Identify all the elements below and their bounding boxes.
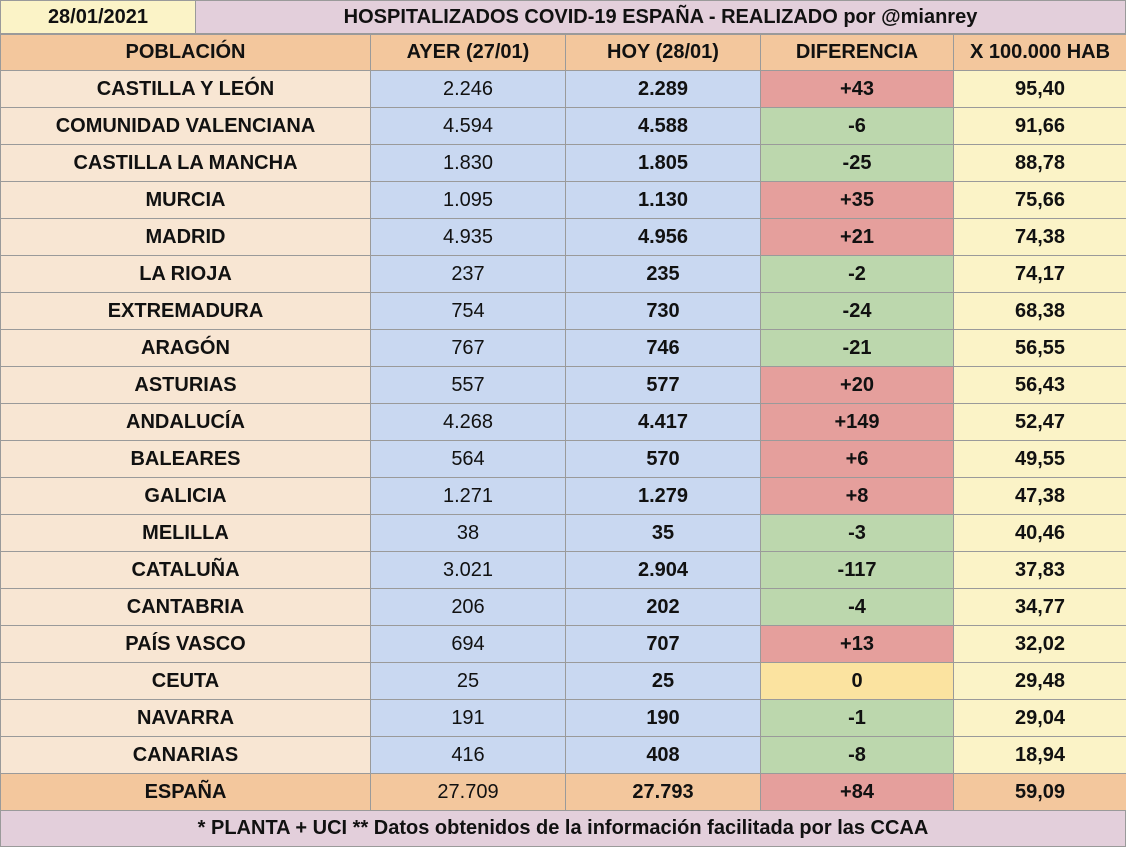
table-row (1, 515, 1126, 552)
hospitalizations-table (0, 34, 1126, 811)
rate-per-100k-cell: 29,04 (954, 700, 1126, 737)
rate-per-100k-cell: 75,66 (954, 182, 1126, 219)
difference-cell: +8 (761, 478, 954, 515)
difference-cell: -3 (761, 515, 954, 552)
region-name-cell: MELILLA (1, 515, 371, 552)
rate-per-100k-cell: 68,38 (954, 293, 1126, 330)
region-name-cell: CANTABRIA (1, 589, 371, 626)
today-value-cell: 746 (566, 330, 761, 367)
table-row (1, 626, 1126, 663)
region-name-cell: CASTILLA Y LEÓN (1, 71, 371, 108)
difference-cell: +13 (761, 626, 954, 663)
table-row (1, 108, 1126, 145)
column-header-hoy: HOY (28/01) (566, 35, 761, 71)
region-name-cell: LA RIOJA (1, 256, 371, 293)
table-row (1, 293, 1126, 330)
table-row (1, 478, 1126, 515)
difference-cell: +149 (761, 404, 954, 441)
difference-cell: -2 (761, 256, 954, 293)
yesterday-value-cell: 206 (371, 589, 566, 626)
table-row (1, 219, 1126, 256)
today-value-cell: 570 (566, 441, 761, 478)
yesterday-value-cell: 38 (371, 515, 566, 552)
yesterday-value-cell: 416 (371, 737, 566, 774)
region-name-cell: COMUNIDAD VALENCIANA (1, 108, 371, 145)
table-row (1, 256, 1126, 293)
rate-per-100k-cell: 95,40 (954, 71, 1126, 108)
yesterday-value-cell: 4.594 (371, 108, 566, 145)
yesterday-value-cell: 4.935 (371, 219, 566, 256)
date-cell: 28/01/2021 (0, 0, 196, 34)
table-row (1, 737, 1126, 774)
region-name-cell: NAVARRA (1, 700, 371, 737)
rate-per-100k-cell: 32,02 (954, 626, 1126, 663)
region-name-cell: MURCIA (1, 182, 371, 219)
rate-per-100k-cell: 91,66 (954, 108, 1126, 145)
region-name-cell: BALEARES (1, 441, 371, 478)
difference-cell: -8 (761, 737, 954, 774)
rate-per-100k-cell: 49,55 (954, 441, 1126, 478)
today-value-cell: 35 (566, 515, 761, 552)
today-value-cell: 27.793 (566, 774, 761, 811)
region-name-cell: EXTREMADURA (1, 293, 371, 330)
today-value-cell: 4.417 (566, 404, 761, 441)
rate-per-100k-cell: 88,78 (954, 145, 1126, 182)
today-value-cell: 4.588 (566, 108, 761, 145)
today-value-cell: 577 (566, 367, 761, 404)
region-name-cell: CEUTA (1, 663, 371, 700)
region-name-cell: PAÍS VASCO (1, 626, 371, 663)
difference-cell: +84 (761, 774, 954, 811)
yesterday-value-cell: 767 (371, 330, 566, 367)
yesterday-value-cell: 694 (371, 626, 566, 663)
today-value-cell: 235 (566, 256, 761, 293)
rate-per-100k-cell: 40,46 (954, 515, 1126, 552)
rate-per-100k-cell: 59,09 (954, 774, 1126, 811)
today-value-cell: 2.289 (566, 71, 761, 108)
today-value-cell: 408 (566, 737, 761, 774)
table-row (1, 663, 1126, 700)
rate-per-100k-cell: 29,48 (954, 663, 1126, 700)
yesterday-value-cell: 3.021 (371, 552, 566, 589)
difference-cell: +6 (761, 441, 954, 478)
yesterday-value-cell: 191 (371, 700, 566, 737)
table-row (1, 182, 1126, 219)
table-row (1, 330, 1126, 367)
difference-cell: -25 (761, 145, 954, 182)
yesterday-value-cell: 27.709 (371, 774, 566, 811)
today-value-cell: 202 (566, 589, 761, 626)
difference-cell: +20 (761, 367, 954, 404)
today-value-cell: 4.956 (566, 219, 761, 256)
rate-per-100k-cell: 34,77 (954, 589, 1126, 626)
title-cell: HOSPITALIZADOS COVID-19 ESPAÑA - REALIZADO por @mianrey (196, 0, 1126, 34)
rate-per-100k-cell: 74,17 (954, 256, 1126, 293)
rate-per-100k-cell: 37,83 (954, 552, 1126, 589)
difference-cell: -24 (761, 293, 954, 330)
yesterday-value-cell: 237 (371, 256, 566, 293)
table-row (1, 367, 1126, 404)
yesterday-value-cell: 4.268 (371, 404, 566, 441)
table-row (1, 71, 1126, 108)
difference-cell: +35 (761, 182, 954, 219)
rate-per-100k-cell: 56,43 (954, 367, 1126, 404)
region-name-cell: GALICIA (1, 478, 371, 515)
table-body (1, 71, 1126, 811)
yesterday-value-cell: 1.271 (371, 478, 566, 515)
today-value-cell: 1.279 (566, 478, 761, 515)
column-header-poblacion: POBLACIÓN (1, 35, 371, 71)
table-row (1, 700, 1126, 737)
difference-cell: -117 (761, 552, 954, 589)
today-value-cell: 707 (566, 626, 761, 663)
yesterday-value-cell: 1.830 (371, 145, 566, 182)
column-header-rate: X 100.000 HAB (954, 35, 1126, 71)
region-name-cell: CASTILLA LA MANCHA (1, 145, 371, 182)
column-header-diferencia: DIFERENCIA (761, 35, 954, 71)
difference-cell: -1 (761, 700, 954, 737)
today-value-cell: 730 (566, 293, 761, 330)
total-row (1, 774, 1126, 811)
yesterday-value-cell: 557 (371, 367, 566, 404)
yesterday-value-cell: 564 (371, 441, 566, 478)
today-value-cell: 1.805 (566, 145, 761, 182)
yesterday-value-cell: 2.246 (371, 71, 566, 108)
rate-per-100k-cell: 47,38 (954, 478, 1126, 515)
region-name-cell: ARAGÓN (1, 330, 371, 367)
table-row (1, 589, 1126, 626)
region-name-cell: ESPAÑA (1, 774, 371, 811)
rate-per-100k-cell: 74,38 (954, 219, 1126, 256)
rate-per-100k-cell: 56,55 (954, 330, 1126, 367)
region-name-cell: CATALUÑA (1, 552, 371, 589)
table-row (1, 145, 1126, 182)
difference-cell: -21 (761, 330, 954, 367)
difference-cell: -6 (761, 108, 954, 145)
difference-cell: 0 (761, 663, 954, 700)
column-header-ayer: AYER (27/01) (371, 35, 566, 71)
rate-per-100k-cell: 52,47 (954, 404, 1126, 441)
header-row (0, 0, 1126, 34)
yesterday-value-cell: 25 (371, 663, 566, 700)
today-value-cell: 25 (566, 663, 761, 700)
today-value-cell: 2.904 (566, 552, 761, 589)
region-name-cell: ANDALUCÍA (1, 404, 371, 441)
table-row (1, 552, 1126, 589)
yesterday-value-cell: 1.095 (371, 182, 566, 219)
difference-cell: +43 (761, 71, 954, 108)
table-row (1, 404, 1126, 441)
region-name-cell: CANARIAS (1, 737, 371, 774)
column-header-row (1, 35, 1126, 71)
yesterday-value-cell: 754 (371, 293, 566, 330)
rate-per-100k-cell: 18,94 (954, 737, 1126, 774)
difference-cell: -4 (761, 589, 954, 626)
footer-note: * PLANTA + UCI ** Datos obtenidos de la información facilitada por las CCAA (0, 811, 1126, 847)
region-name-cell: MADRID (1, 219, 371, 256)
difference-cell: +21 (761, 219, 954, 256)
table-row (1, 441, 1126, 478)
region-name-cell: ASTURIAS (1, 367, 371, 404)
today-value-cell: 1.130 (566, 182, 761, 219)
today-value-cell: 190 (566, 700, 761, 737)
